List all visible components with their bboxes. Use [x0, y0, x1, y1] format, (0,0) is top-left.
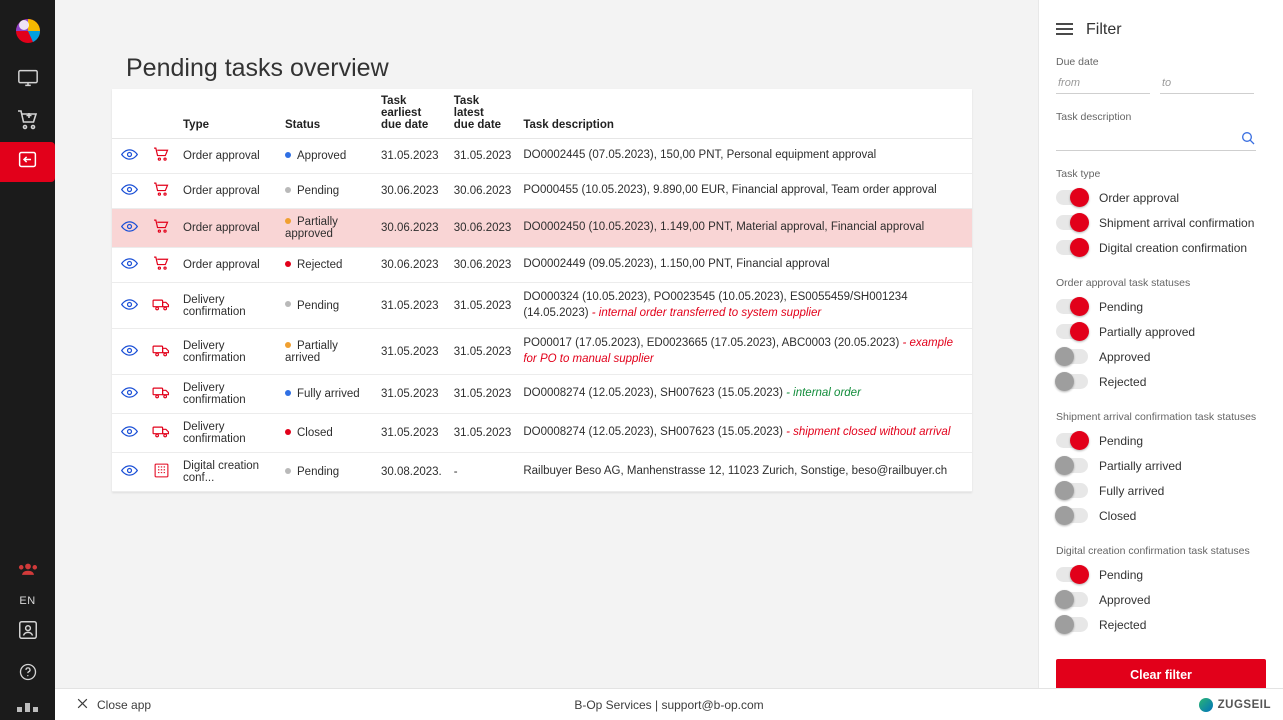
row-view-button[interactable]: [112, 414, 146, 453]
toggle-switch[interactable]: [1056, 617, 1088, 632]
row-type: Order approval: [177, 174, 279, 209]
row-description: [517, 414, 972, 453]
toggle-knob: [1070, 297, 1089, 316]
left-navigation-rail: [0, 0, 55, 720]
row-latest-due-date: 31.05.2023: [448, 329, 518, 375]
truck-icon: [152, 431, 171, 443]
row-view-button[interactable]: [112, 248, 146, 283]
eye-icon[interactable]: [121, 302, 138, 314]
row-view-button[interactable]: [112, 139, 146, 174]
toggle-switch[interactable]: [1056, 508, 1088, 523]
eye-icon[interactable]: [121, 152, 138, 164]
due-date-inputs: [1056, 73, 1266, 94]
row-latest-due-date: 31.05.2023: [448, 283, 518, 329]
row-status: [279, 329, 375, 375]
toggle-label: Partially arrived: [1099, 458, 1182, 473]
eye-icon[interactable]: [121, 348, 138, 360]
row-type-icon-cell: [146, 209, 177, 248]
sidebar-item-help[interactable]: [18, 662, 38, 687]
status-dot: [285, 218, 291, 224]
row-note: - example for PO to manual supplier: [523, 337, 953, 365]
row-earliest-due-date: 30.06.2023: [375, 248, 448, 283]
toggle-switch[interactable]: [1056, 458, 1088, 473]
table-row[interactable]: [112, 248, 972, 283]
row-description-text: Railbuyer Beso AG, Manhenstrasse 12, 11023 Zurich, Sonstige, beso@railbuyer.ch: [523, 465, 948, 478]
order-status-toggle-row[interactable]: [1056, 369, 1266, 394]
toggle-label: Partially approved: [1099, 324, 1196, 339]
row-description-text: DO0002450 (10.05.2023), 1.149,00 PNT, Material approval, Financial approval: [523, 221, 925, 234]
toggle-switch[interactable]: [1056, 567, 1088, 582]
toggle-label: Pending: [1099, 567, 1144, 582]
row-type-icon-cell: [146, 329, 177, 375]
status-dot: [285, 429, 291, 435]
row-latest-due-date: 30.06.2023: [448, 248, 518, 283]
column-type: Type: [177, 89, 279, 139]
status-dot: [285, 342, 291, 348]
row-latest-due-date: 30.06.2023: [448, 209, 518, 248]
due-date-section: [1039, 56, 1283, 94]
language-indicator[interactable]: EN: [19, 595, 36, 607]
order-status-toggle-row[interactable]: [1056, 319, 1266, 344]
toggle-label: Rejected: [1099, 617, 1147, 632]
row-status: [279, 414, 375, 453]
row-view-button[interactable]: [112, 375, 146, 414]
toggle-knob: [1055, 590, 1074, 609]
shipment-status-toggle-row[interactable]: [1056, 478, 1266, 503]
status-label: Rejected: [297, 259, 343, 271]
row-earliest-due-date: 30.08.2023.: [375, 453, 448, 492]
sidebar-item-procurement[interactable]: [0, 102, 55, 142]
task-description-field: [1056, 128, 1256, 151]
row-description-text: PO000455 (10.05.2023), 9.890,00 EUR, Financial approval, Team order approval: [523, 184, 937, 197]
page-title: Pending tasks overview: [126, 54, 389, 82]
cart-icon: [153, 226, 170, 238]
toggle-switch[interactable]: [1056, 483, 1088, 498]
row-status: [279, 174, 375, 209]
column-type-icon: [146, 89, 177, 139]
inbox-arrow-icon: [17, 149, 38, 175]
pending-tasks-table: [112, 89, 972, 492]
truck-icon: [152, 304, 171, 316]
toggle-label: Pending: [1099, 299, 1144, 314]
brand-label: ZUGSEIL: [1217, 698, 1271, 711]
contact-card-icon: [17, 628, 39, 645]
row-earliest-due-date: 30.06.2023: [375, 209, 448, 248]
digital-status-toggle-row[interactable]: [1056, 562, 1266, 587]
row-earliest-due-date: 31.05.2023: [375, 139, 448, 174]
row-status: [279, 209, 375, 248]
digital-status-toggle-row[interactable]: [1056, 612, 1266, 637]
sidebar-item-people[interactable]: [0, 549, 55, 593]
toggle-label: Rejected: [1099, 374, 1147, 389]
table-row[interactable]: [112, 453, 972, 492]
toggle-label: Shipment arrival confirmation: [1099, 215, 1255, 230]
column-latest-line2: due date: [453, 119, 502, 131]
toggle-knob: [1055, 372, 1074, 391]
toggle-label: Digital creation confirmation: [1099, 240, 1248, 255]
row-view-button[interactable]: [112, 174, 146, 209]
toggle-switch[interactable]: [1056, 215, 1088, 230]
status-dot: [285, 261, 291, 267]
task-type-toggle-row[interactable]: [1056, 235, 1266, 260]
shipment-statuses-label: Shipment arrival confirmation task statuses: [1056, 411, 1257, 423]
table-row[interactable]: [112, 174, 972, 209]
status-dot: [285, 301, 291, 307]
status-label: Pending: [297, 299, 340, 312]
row-type: Delivery confirmation: [177, 414, 279, 453]
row-type-icon-cell: [146, 174, 177, 209]
toggle-label: Order approval: [1099, 190, 1180, 205]
toggle-knob: [1070, 188, 1089, 207]
row-latest-due-date: 30.06.2023: [448, 174, 518, 209]
cart-icon: [153, 263, 170, 275]
filter-title: Filter: [1086, 21, 1122, 38]
table-row[interactable]: [112, 375, 972, 414]
status-label: Pending: [297, 466, 340, 479]
table-row[interactable]: [112, 209, 972, 248]
status-dot: [285, 468, 291, 474]
toggle-switch[interactable]: [1056, 324, 1088, 339]
sidebar-item-contact[interactable]: [17, 619, 39, 646]
row-latest-due-date: 31.05.2023: [448, 414, 518, 453]
eye-icon[interactable]: [121, 224, 138, 236]
task-type-toggles: [1056, 185, 1266, 260]
toggle-knob: [1070, 213, 1089, 232]
row-description: [517, 329, 972, 375]
task-type-toggle-row[interactable]: [1056, 185, 1266, 210]
row-description-text: DO0008274 (12.05.2023), SH007623 (15.05.2023): [523, 426, 783, 439]
due-date-label: Due date: [1056, 56, 1099, 68]
toggle-switch[interactable]: [1056, 433, 1088, 448]
row-earliest-due-date: 31.05.2023: [375, 414, 448, 453]
row-view-button[interactable]: [112, 329, 146, 375]
footer-bar: [55, 688, 1283, 720]
toggle-switch[interactable]: [1056, 374, 1088, 389]
close-app-label: Close app: [97, 697, 152, 712]
digital-status-toggles: [1056, 562, 1266, 637]
row-description: [517, 453, 972, 492]
row-latest-due-date: 31.05.2023: [448, 375, 518, 414]
digital-statuses-section: [1039, 545, 1283, 637]
status-label: Closed: [297, 427, 333, 440]
table-row[interactable]: [112, 329, 972, 375]
search-icon[interactable]: [1240, 130, 1256, 151]
row-type: Order approval: [177, 209, 279, 248]
table-row[interactable]: [112, 414, 972, 453]
row-latest-due-date: -: [448, 453, 518, 492]
row-earliest-due-date: 30.06.2023: [375, 174, 448, 209]
row-description-text: DO0002445 (07.05.2023), 150,00 PNT, Personal equipment approval: [523, 149, 877, 162]
eye-icon[interactable]: [121, 187, 138, 199]
column-latest-line1: Task latest: [453, 95, 484, 119]
status-label: Pending: [297, 185, 340, 197]
people-icon: [17, 561, 39, 582]
shipment-status-toggle-row[interactable]: [1056, 503, 1266, 528]
row-view-button[interactable]: [112, 209, 146, 248]
row-description-text: DO000324 (10.05.2023), PO0023545 (10.05.2023), ES0055459/SH001234 (14.05.2023): [523, 291, 908, 319]
task-type-label: Task type: [1056, 168, 1101, 180]
row-type-icon-cell: [146, 139, 177, 174]
toggle-knob: [1070, 322, 1089, 341]
order-statuses-section: [1039, 277, 1283, 394]
order-statuses-label: Order approval task statuses: [1056, 277, 1191, 289]
monitor-icon: [17, 67, 39, 94]
column-task-description: Task description: [517, 89, 972, 139]
table-header: [112, 89, 972, 139]
row-type-icon-cell: [146, 414, 177, 453]
task-type-toggle-row[interactable]: [1056, 210, 1266, 235]
filter-header: [1039, 0, 1283, 39]
row-latest-due-date: 31.05.2023: [448, 139, 518, 174]
eye-icon[interactable]: [121, 468, 138, 480]
status-label: Partially arrived: [285, 339, 338, 364]
row-type-icon-cell: [146, 283, 177, 329]
toggle-knob: [1055, 347, 1074, 366]
row-earliest-due-date: 31.05.2023: [375, 283, 448, 329]
row-view-button[interactable]: [112, 453, 146, 492]
column-earliest-due-date: [375, 89, 448, 139]
toggle-switch[interactable]: [1056, 349, 1088, 364]
row-note: - internal order transferred to system supplier: [591, 306, 822, 319]
row-type: Delivery confirmation: [177, 283, 279, 329]
table-row[interactable]: [112, 139, 972, 174]
task-description-input[interactable]: [1056, 128, 1228, 150]
row-earliest-due-date: 31.05.2023: [375, 329, 448, 375]
row-description-text: DO0008274 (12.05.2023), SH007623 (15.05.2023): [523, 387, 783, 400]
sidebar-item-pending-tasks[interactable]: [0, 142, 55, 182]
pending-tasks-table-card: [112, 89, 972, 492]
status-label: Partially approved: [285, 216, 338, 240]
row-view-button[interactable]: [112, 283, 146, 329]
shipment-status-toggle-row[interactable]: [1056, 453, 1266, 478]
toggle-switch[interactable]: [1056, 240, 1088, 255]
footer-brand: [1199, 698, 1271, 712]
toggle-switch[interactable]: [1056, 592, 1088, 607]
footer-support-text: B-Op Services | support@b-op.com: [574, 697, 764, 712]
table-body: [112, 139, 972, 492]
row-status: [279, 283, 375, 329]
eye-icon[interactable]: [121, 390, 138, 402]
brand-logo-icon: [1199, 698, 1213, 712]
row-type-icon-cell: [146, 248, 177, 283]
main-content: [55, 0, 1038, 688]
status-label: Fully arrived: [297, 388, 360, 401]
shipment-statuses-section: [1039, 411, 1283, 528]
row-description-text: DO0002449 (09.05.2023), 1.150,00 PNT, Financial approval: [523, 258, 830, 271]
row-type-icon-cell: [146, 375, 177, 414]
row-description: [517, 283, 972, 329]
toggle-label: Fully arrived: [1099, 483, 1165, 498]
toggle-knob: [1070, 238, 1089, 257]
task-type-section: [1039, 168, 1283, 260]
toggle-label: Closed: [1099, 508, 1137, 523]
toggle-switch[interactable]: [1056, 299, 1088, 314]
row-description-text: PO00017 (17.05.2023), ED0023665 (17.05.2023), ABC0003 (20.05.2023): [523, 337, 900, 350]
row-note: - shipment closed without arrival: [786, 426, 951, 439]
toggle-knob: [1055, 506, 1074, 525]
rail-logo-mark: [17, 703, 38, 712]
toggle-label: Pending: [1099, 433, 1144, 448]
due-date-to-input[interactable]: [1160, 73, 1254, 94]
row-status: [279, 139, 375, 174]
order-status-toggle-row[interactable]: [1056, 294, 1266, 319]
row-status: [279, 375, 375, 414]
row-type: Delivery confirmation: [177, 329, 279, 375]
clear-filter-button[interactable]: Clear filter: [1056, 659, 1266, 688]
order-status-toggle-row[interactable]: [1056, 344, 1266, 369]
row-description: [517, 248, 972, 283]
row-description: [517, 209, 972, 248]
row-status: [279, 248, 375, 283]
cart-icon: [153, 189, 170, 201]
shipment-status-toggles: [1056, 428, 1266, 528]
cart-plus-icon: [16, 108, 40, 137]
row-description: [517, 174, 972, 209]
toggle-knob: [1055, 481, 1074, 500]
help-icon: [18, 669, 38, 686]
toggle-label: Approved: [1099, 349, 1151, 364]
eye-icon[interactable]: [121, 261, 138, 273]
row-note: - internal order: [786, 387, 861, 400]
toggle-switch[interactable]: [1056, 190, 1088, 205]
table-row[interactable]: [112, 283, 972, 329]
toggle-knob: [1055, 615, 1074, 634]
toggle-label: Approved: [1099, 592, 1151, 607]
column-status: Status: [279, 89, 375, 139]
app-logo[interactable]: [0, 0, 55, 58]
toggle-knob: [1070, 565, 1089, 584]
digital-statuses-label: Digital creation confirmation task statuses: [1056, 545, 1250, 557]
status-dot: [285, 152, 291, 158]
shipment-status-toggle-row[interactable]: [1056, 428, 1266, 453]
row-type: Delivery confirmation: [177, 375, 279, 414]
task-description-section: [1039, 111, 1283, 151]
row-type-icon-cell: [146, 453, 177, 492]
task-description-label: Task description: [1056, 111, 1132, 123]
truck-icon: [152, 350, 171, 362]
building-icon: [153, 470, 170, 482]
order-status-toggles: [1056, 294, 1266, 394]
toggle-knob: [1070, 431, 1089, 450]
column-view: [112, 89, 146, 139]
status-label: Approved: [297, 150, 347, 162]
column-earliest-line2: due date: [381, 119, 429, 131]
column-earliest-line1: Task earliest: [381, 95, 422, 119]
truck-icon: [152, 392, 171, 404]
row-earliest-due-date: 31.05.2023: [375, 375, 448, 414]
row-type: Digital creation conf...: [177, 453, 279, 492]
row-type: Order approval: [177, 139, 279, 174]
toggle-knob: [1055, 456, 1074, 475]
status-dot: [285, 187, 291, 193]
row-description: [517, 139, 972, 174]
due-date-from-input[interactable]: [1056, 73, 1150, 94]
row-description: [517, 375, 972, 414]
eye-icon[interactable]: [121, 429, 138, 441]
filter-panel: [1038, 0, 1283, 688]
row-type: Order approval: [177, 248, 279, 283]
hamburger-icon[interactable]: [1056, 23, 1073, 38]
digital-status-toggle-row[interactable]: [1056, 587, 1266, 612]
status-dot: [285, 390, 291, 396]
sidebar-item-monitor[interactable]: [0, 58, 55, 102]
row-status: [279, 453, 375, 492]
column-latest-due-date: [448, 89, 518, 139]
cart-icon: [153, 154, 170, 166]
